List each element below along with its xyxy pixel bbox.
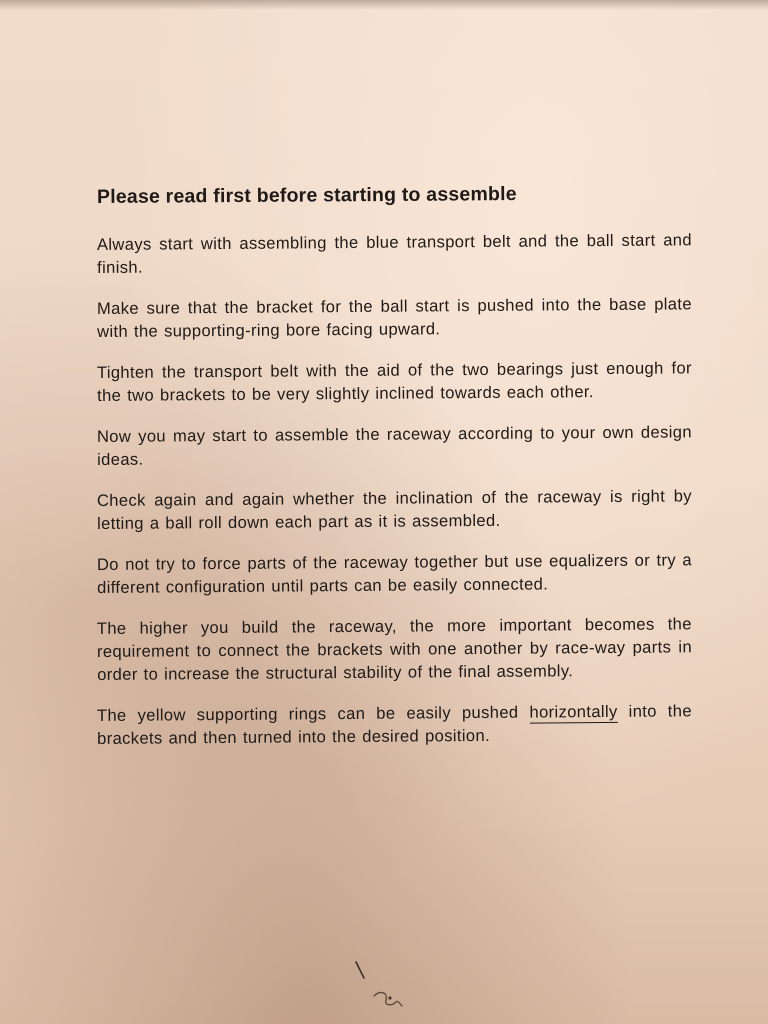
top-edge-shadow bbox=[0, 0, 768, 10]
paragraph-4: Now you may start to assemble the raceway according to your own design ideas. bbox=[96, 422, 692, 469]
paragraph-2: Make sure that the bracket for the ball start is pushed into the base plate with the supporting-ring bore facing upward. bbox=[96, 294, 692, 341]
paragraph-1: Always start with assembling the blue transport belt and the ball start and finish. bbox=[96, 230, 692, 277]
paragraph-8 bbox=[97, 699, 692, 750]
paragraph-8-after: into the brackets and then turned into the desired position. bbox=[97, 701, 692, 748]
instructions-block bbox=[96, 183, 693, 768]
paragraph-8-before: The yellow supporting rings can be easily pushed bbox=[96, 702, 530, 726]
paragraph-7: The higher you build the raceway, the more important becomes the requirement to connect the brackets with one another by race-way parts in order to increase the structural stability of the final assembly. bbox=[96, 614, 693, 684]
pen-mark-icon bbox=[352, 960, 422, 1024]
document-title: Please read first before starting to assemble bbox=[96, 183, 517, 208]
paragraph-3: Tighten the transport belt with the aid of the two bearings just enough for the two brackets to be very slightly inclined towards each other. bbox=[96, 358, 692, 405]
paragraph-5: Check again and again whether the inclination of the raceway is right by letting a ball roll down each part as it is assembled. bbox=[96, 486, 692, 533]
paragraph-8-underlined-word: horizontally bbox=[529, 701, 618, 722]
paragraph-6: Do not try to force parts of the raceway together but use equalizers or try a different configuration until parts can be easily connected. bbox=[96, 550, 692, 597]
